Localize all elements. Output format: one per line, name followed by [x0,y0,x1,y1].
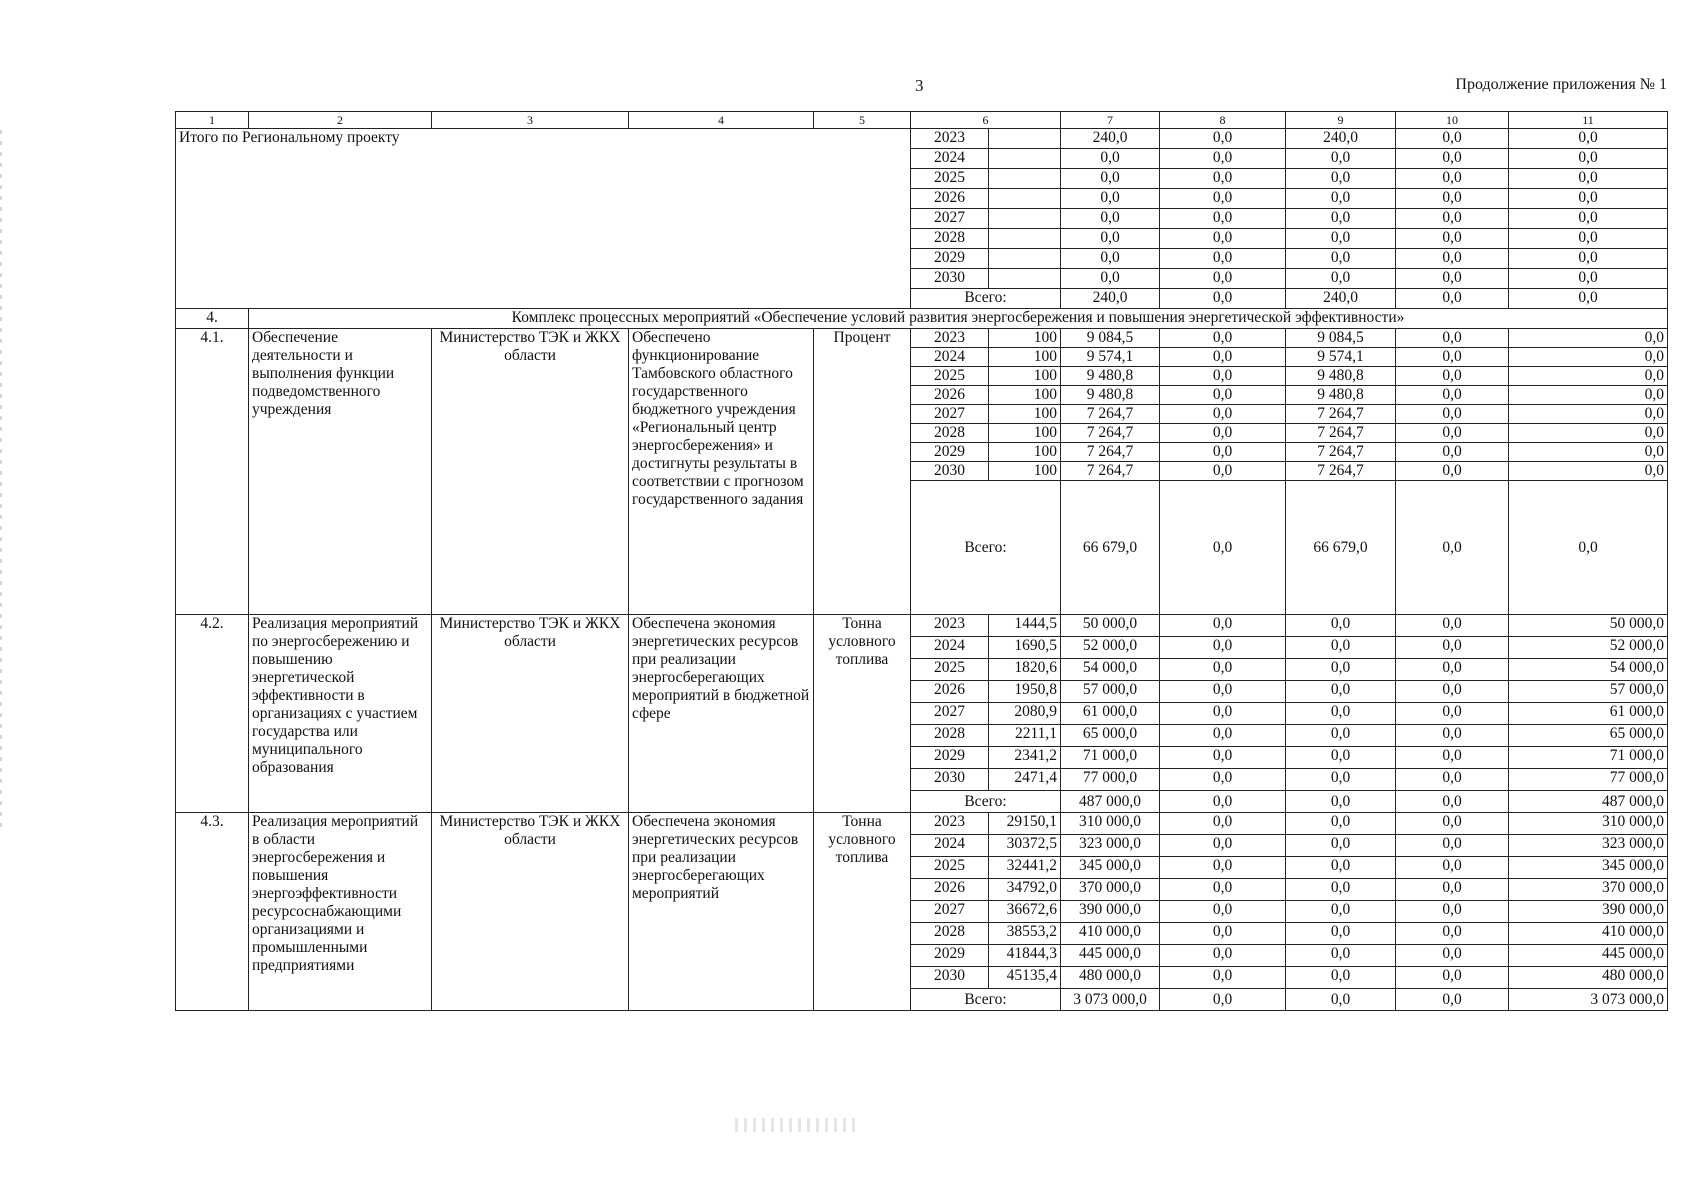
amount-c10: 0,0 [1396,879,1509,901]
amount-c11: 0,0 [1509,424,1668,443]
total-c11: 0,0 [1509,481,1668,615]
amount-c8: 0,0 [1160,725,1286,747]
amount-c11: 0,0 [1509,269,1668,289]
itogo-label: Итого по Региональному проекту [176,129,911,309]
page-caption: Продолжение приложения № 1 [1455,76,1667,93]
year-cell: 2028 [911,229,989,249]
amount-c8: 0,0 [1160,169,1286,189]
amount-c11: 52 000,0 [1509,637,1668,659]
amount-c7: 0,0 [1061,209,1160,229]
amount-c9: 7 264,7 [1286,405,1396,424]
total-c9: 0,0 [1286,791,1396,813]
total-c8: 0,0 [1160,989,1286,1011]
amount-c9: 0,0 [1286,229,1396,249]
year-cell: 2026 [911,681,989,703]
indicator-value: 38553,2 [989,923,1061,945]
indicator-value: 41844,3 [989,945,1061,967]
year-cell: 2030 [911,769,989,791]
amount-c11: 0,0 [1509,405,1668,424]
section-title: Комплекс процессных мероприятий «Обеспечение условий развития энергосбережения и повышения энергетической эффективности» [249,309,1668,329]
amount-c8: 0,0 [1160,386,1286,405]
amount-c7: 370 000,0 [1061,879,1160,901]
amount-c10: 0,0 [1396,386,1509,405]
amount-c7: 9 084,5 [1061,329,1160,348]
total-c10: 0,0 [1396,989,1509,1011]
amount-c11: 0,0 [1509,229,1668,249]
total-c9: 66 679,0 [1286,481,1396,615]
amount-c10: 0,0 [1396,725,1509,747]
amount-c11: 0,0 [1509,189,1668,209]
amount-c9: 0,0 [1286,615,1396,637]
year-cell: 2028 [911,725,989,747]
column-number: 9 [1286,112,1396,129]
amount-c8: 0,0 [1160,835,1286,857]
amount-c8: 0,0 [1160,967,1286,989]
budget-table [175,111,1668,1011]
indicator-cell [989,129,1061,149]
year-cell: 2025 [911,659,989,681]
amount-c9: 9 480,8 [1286,386,1396,405]
indicator-cell [989,169,1061,189]
amount-c11: 0,0 [1509,367,1668,386]
amount-c8: 0,0 [1160,424,1286,443]
amount-c7: 7 264,7 [1061,405,1160,424]
year-cell: 2023 [911,813,989,835]
column-number: 11 [1509,112,1668,129]
indicator-value: 1950,8 [989,681,1061,703]
amount-c8: 0,0 [1160,462,1286,481]
indicator-value: 100 [989,405,1061,424]
amount-c10: 0,0 [1396,209,1509,229]
indicator-value: 100 [989,443,1061,462]
amount-c7: 50 000,0 [1061,615,1160,637]
year-cell: 2025 [911,367,989,386]
amount-c11: 71 000,0 [1509,747,1668,769]
item-executor: Министерство ТЭК и ЖКХ области [432,813,629,1011]
indicator-cell [989,269,1061,289]
total-c7: 66 679,0 [1061,481,1160,615]
column-number: 1 [176,112,249,129]
amount-c11: 310 000,0 [1509,813,1668,835]
item-result: Обеспечена экономия энергетических ресурсов при реализации энергосберегающих мероприятий в бюджетной сфере [629,615,814,813]
amount-c10: 0,0 [1396,443,1509,462]
amount-c10: 0,0 [1396,769,1509,791]
amount-c7: 310 000,0 [1061,813,1160,835]
indicator-cell [989,229,1061,249]
amount-c7: 480 000,0 [1061,967,1160,989]
total-c7: 240,0 [1061,289,1160,309]
amount-c10: 0,0 [1396,269,1509,289]
amount-c7: 54 000,0 [1061,659,1160,681]
amount-c8: 0,0 [1160,329,1286,348]
amount-c7: 445 000,0 [1061,945,1160,967]
total-c11: 3 073 000,0 [1509,989,1668,1011]
year-cell: 2030 [911,269,989,289]
amount-c8: 0,0 [1160,615,1286,637]
total-label: Всего: [911,481,1061,615]
amount-c9: 0,0 [1286,769,1396,791]
amount-c8: 0,0 [1160,879,1286,901]
amount-c7: 0,0 [1061,249,1160,269]
indicator-value: 1444,5 [989,615,1061,637]
total-c10: 0,0 [1396,289,1509,309]
amount-c11: 65 000,0 [1509,725,1668,747]
amount-c7: 0,0 [1061,269,1160,289]
total-label: Всего: [911,289,1061,309]
item-number: 4.2. [176,615,249,813]
amount-c8: 0,0 [1160,703,1286,725]
amount-c10: 0,0 [1396,129,1509,149]
indicator-value: 32441,2 [989,857,1061,879]
amount-c9: 0,0 [1286,269,1396,289]
amount-c9: 0,0 [1286,945,1396,967]
amount-c8: 0,0 [1160,348,1286,367]
total-c7: 3 073 000,0 [1061,989,1160,1011]
amount-c10: 0,0 [1396,424,1509,443]
item-executor: Министерство ТЭК и ЖКХ области [432,329,629,615]
amount-c9: 0,0 [1286,835,1396,857]
amount-c9: 0,0 [1286,169,1396,189]
amount-c11: 0,0 [1509,149,1668,169]
amount-c7: 9 480,8 [1061,386,1160,405]
item-name: Реализация мероприятий по энергосбережению и повышению энергетической эффективности в организациях с участием государства или муниципального образования [249,615,432,813]
total-label: Всего: [911,989,1061,1011]
item-result: Обеспечена экономия энергетических ресурсов при реализации энергосберегающих мероприятий [629,813,814,1011]
year-cell: 2030 [911,967,989,989]
year-cell: 2029 [911,443,989,462]
amount-c9: 0,0 [1286,879,1396,901]
amount-c7: 7 264,7 [1061,443,1160,462]
indicator-value: 2341,2 [989,747,1061,769]
amount-c9: 0,0 [1286,923,1396,945]
year-cell: 2026 [911,879,989,901]
amount-c11: 0,0 [1509,249,1668,269]
year-cell: 2025 [911,857,989,879]
year-cell: 2024 [911,637,989,659]
amount-c10: 0,0 [1396,681,1509,703]
amount-c8: 0,0 [1160,209,1286,229]
amount-c10: 0,0 [1396,703,1509,725]
year-cell: 2027 [911,209,989,229]
amount-c9: 9 574,1 [1286,348,1396,367]
indicator-value: 2211,1 [989,725,1061,747]
column-number: 4 [629,112,814,129]
amount-c7: 65 000,0 [1061,725,1160,747]
total-c8: 0,0 [1160,791,1286,813]
total-c11: 487 000,0 [1509,791,1668,813]
item-result: Обеспечено функционирование Тамбовского областного государственного бюджетного учреждения «Региональный центр энергосбережения» и достигнуты результаты в соответствии с прогнозом государственного задания [629,329,814,615]
year-cell: 2026 [911,386,989,405]
amount-c9: 7 264,7 [1286,462,1396,481]
column-number: 3 [432,112,629,129]
itogo-row [176,129,1668,149]
amount-c9: 0,0 [1286,725,1396,747]
amount-c9: 0,0 [1286,901,1396,923]
total-c9: 0,0 [1286,989,1396,1011]
indicator-value: 34792,0 [989,879,1061,901]
amount-c8: 0,0 [1160,269,1286,289]
amount-c10: 0,0 [1396,367,1509,386]
total-c11: 0,0 [1509,289,1668,309]
amount-c10: 0,0 [1396,348,1509,367]
amount-c10: 0,0 [1396,857,1509,879]
item-unit: Тонна условного топлива [814,813,911,1011]
indicator-value: 100 [989,386,1061,405]
amount-c9: 7 264,7 [1286,424,1396,443]
amount-c10: 0,0 [1396,637,1509,659]
amount-c11: 50 000,0 [1509,615,1668,637]
amount-c8: 0,0 [1160,945,1286,967]
year-cell: 2029 [911,747,989,769]
amount-c11: 370 000,0 [1509,879,1668,901]
indicator-value: 100 [989,462,1061,481]
indicator-value: 100 [989,424,1061,443]
amount-c11: 390 000,0 [1509,901,1668,923]
indicator-value: 1820,6 [989,659,1061,681]
year-cell: 2029 [911,249,989,269]
amount-c11: 0,0 [1509,209,1668,229]
scan-artifact [735,1118,855,1132]
indicator-value: 100 [989,348,1061,367]
amount-c9: 0,0 [1286,637,1396,659]
item-row [176,813,1668,835]
amount-c8: 0,0 [1160,129,1286,149]
indicator-value: 45135,4 [989,967,1061,989]
amount-c10: 0,0 [1396,189,1509,209]
amount-c9: 0,0 [1286,857,1396,879]
item-unit: Тонна условного топлива [814,615,911,813]
amount-c10: 0,0 [1396,405,1509,424]
amount-c9: 0,0 [1286,249,1396,269]
year-cell: 2027 [911,405,989,424]
amount-c10: 0,0 [1396,945,1509,967]
amount-c7: 9 480,8 [1061,367,1160,386]
column-number: 2 [249,112,432,129]
column-number: 5 [814,112,911,129]
section-row [176,309,1668,329]
amount-c8: 0,0 [1160,443,1286,462]
amount-c8: 0,0 [1160,857,1286,879]
amount-c7: 77 000,0 [1061,769,1160,791]
column-number: 8 [1160,112,1286,129]
indicator-cell [989,149,1061,169]
year-cell: 2023 [911,129,989,149]
indicator-value: 30372,5 [989,835,1061,857]
amount-c8: 0,0 [1160,189,1286,209]
total-c8: 0,0 [1160,289,1286,309]
year-cell: 2023 [911,615,989,637]
indicator-value: 2471,4 [989,769,1061,791]
amount-c9: 0,0 [1286,703,1396,725]
amount-c9: 0,0 [1286,659,1396,681]
amount-c11: 0,0 [1509,443,1668,462]
amount-c10: 0,0 [1396,249,1509,269]
amount-c7: 0,0 [1061,149,1160,169]
amount-c9: 7 264,7 [1286,443,1396,462]
year-cell: 2028 [911,923,989,945]
item-unit: Процент [814,329,911,615]
amount-c8: 0,0 [1160,659,1286,681]
indicator-cell [989,189,1061,209]
amount-c11: 410 000,0 [1509,923,1668,945]
amount-c9: 0,0 [1286,747,1396,769]
amount-c10: 0,0 [1396,813,1509,835]
item-number: 4.3. [176,813,249,1011]
total-c7: 487 000,0 [1061,791,1160,813]
amount-c11: 0,0 [1509,462,1668,481]
indicator-value: 2080,9 [989,703,1061,725]
amount-c11: 0,0 [1509,386,1668,405]
amount-c10: 0,0 [1396,169,1509,189]
amount-c11: 445 000,0 [1509,945,1668,967]
amount-c10: 0,0 [1396,901,1509,923]
amount-c11: 345 000,0 [1509,857,1668,879]
amount-c11: 0,0 [1509,169,1668,189]
amount-c10: 0,0 [1396,923,1509,945]
amount-c11: 61 000,0 [1509,703,1668,725]
total-c9: 240,0 [1286,289,1396,309]
amount-c10: 0,0 [1396,615,1509,637]
amount-c9: 240,0 [1286,129,1396,149]
amount-c7: 9 574,1 [1061,348,1160,367]
amount-c8: 0,0 [1160,367,1286,386]
amount-c8: 0,0 [1160,249,1286,269]
amount-c8: 0,0 [1160,813,1286,835]
amount-c7: 61 000,0 [1061,703,1160,725]
column-number-row [176,112,1668,129]
indicator-cell [989,249,1061,269]
amount-c9: 9 480,8 [1286,367,1396,386]
amount-c7: 0,0 [1061,189,1160,209]
section-number: 4. [176,309,249,329]
item-row [176,615,1668,637]
item-executor: Министерство ТЭК и ЖКХ области [432,615,629,813]
amount-c11: 0,0 [1509,329,1668,348]
indicator-value: 100 [989,329,1061,348]
indicator-value: 36672,6 [989,901,1061,923]
column-number: 10 [1396,112,1509,129]
year-cell: 2024 [911,348,989,367]
amount-c9: 9 084,5 [1286,329,1396,348]
amount-c11: 0,0 [1509,129,1668,149]
amount-c8: 0,0 [1160,229,1286,249]
amount-c10: 0,0 [1396,149,1509,169]
amount-c10: 0,0 [1396,659,1509,681]
amount-c7: 7 264,7 [1061,462,1160,481]
amount-c7: 0,0 [1061,229,1160,249]
amount-c8: 0,0 [1160,769,1286,791]
year-cell: 2025 [911,169,989,189]
year-cell: 2029 [911,945,989,967]
amount-c8: 0,0 [1160,923,1286,945]
amount-c8: 0,0 [1160,149,1286,169]
amount-c8: 0,0 [1160,405,1286,424]
year-cell: 2027 [911,901,989,923]
amount-c11: 57 000,0 [1509,681,1668,703]
amount-c8: 0,0 [1160,637,1286,659]
amount-c8: 0,0 [1160,901,1286,923]
amount-c11: 0,0 [1509,348,1668,367]
amount-c7: 57 000,0 [1061,681,1160,703]
amount-c7: 0,0 [1061,169,1160,189]
amount-c11: 54 000,0 [1509,659,1668,681]
amount-c7: 7 264,7 [1061,424,1160,443]
amount-c10: 0,0 [1396,835,1509,857]
amount-c7: 52 000,0 [1061,637,1160,659]
total-c10: 0,0 [1396,481,1509,615]
column-number: 6 [911,112,1061,129]
year-cell: 2030 [911,462,989,481]
amount-c11: 480 000,0 [1509,967,1668,989]
amount-c9: 0,0 [1286,209,1396,229]
year-cell: 2026 [911,189,989,209]
amount-c11: 77 000,0 [1509,769,1668,791]
amount-c7: 71 000,0 [1061,747,1160,769]
item-name: Реализация мероприятий в области энергосбережения и повышения энергоэффективности ресурсоснабжающими организациями и промышленными предприятиями [249,813,432,1011]
amount-c8: 0,0 [1160,681,1286,703]
year-cell: 2024 [911,149,989,169]
item-number: 4.1. [176,329,249,615]
amount-c11: 323 000,0 [1509,835,1668,857]
amount-c10: 0,0 [1396,229,1509,249]
total-c8: 0,0 [1160,481,1286,615]
indicator-cell [989,209,1061,229]
indicator-value: 100 [989,367,1061,386]
amount-c7: 390 000,0 [1061,901,1160,923]
scan-edge-artifact [0,130,2,830]
amount-c10: 0,0 [1396,329,1509,348]
column-number: 7 [1061,112,1160,129]
amount-c9: 0,0 [1286,189,1396,209]
amount-c9: 0,0 [1286,149,1396,169]
year-cell: 2028 [911,424,989,443]
amount-c7: 240,0 [1061,129,1160,149]
page-number: 3 [915,76,924,95]
item-name: Обеспечение деятельности и выполнения функции подведомственного учреждения [249,329,432,615]
amount-c7: 345 000,0 [1061,857,1160,879]
year-cell: 2023 [911,329,989,348]
year-cell: 2027 [911,703,989,725]
amount-c10: 0,0 [1396,747,1509,769]
amount-c7: 410 000,0 [1061,923,1160,945]
year-cell: 2024 [911,835,989,857]
amount-c10: 0,0 [1396,967,1509,989]
amount-c10: 0,0 [1396,462,1509,481]
total-c10: 0,0 [1396,791,1509,813]
total-label: Всего: [911,791,1061,813]
indicator-value: 1690,5 [989,637,1061,659]
amount-c9: 0,0 [1286,967,1396,989]
amount-c7: 323 000,0 [1061,835,1160,857]
amount-c9: 0,0 [1286,681,1396,703]
item-row [176,329,1668,348]
amount-c9: 0,0 [1286,813,1396,835]
amount-c8: 0,0 [1160,747,1286,769]
indicator-value: 29150,1 [989,813,1061,835]
